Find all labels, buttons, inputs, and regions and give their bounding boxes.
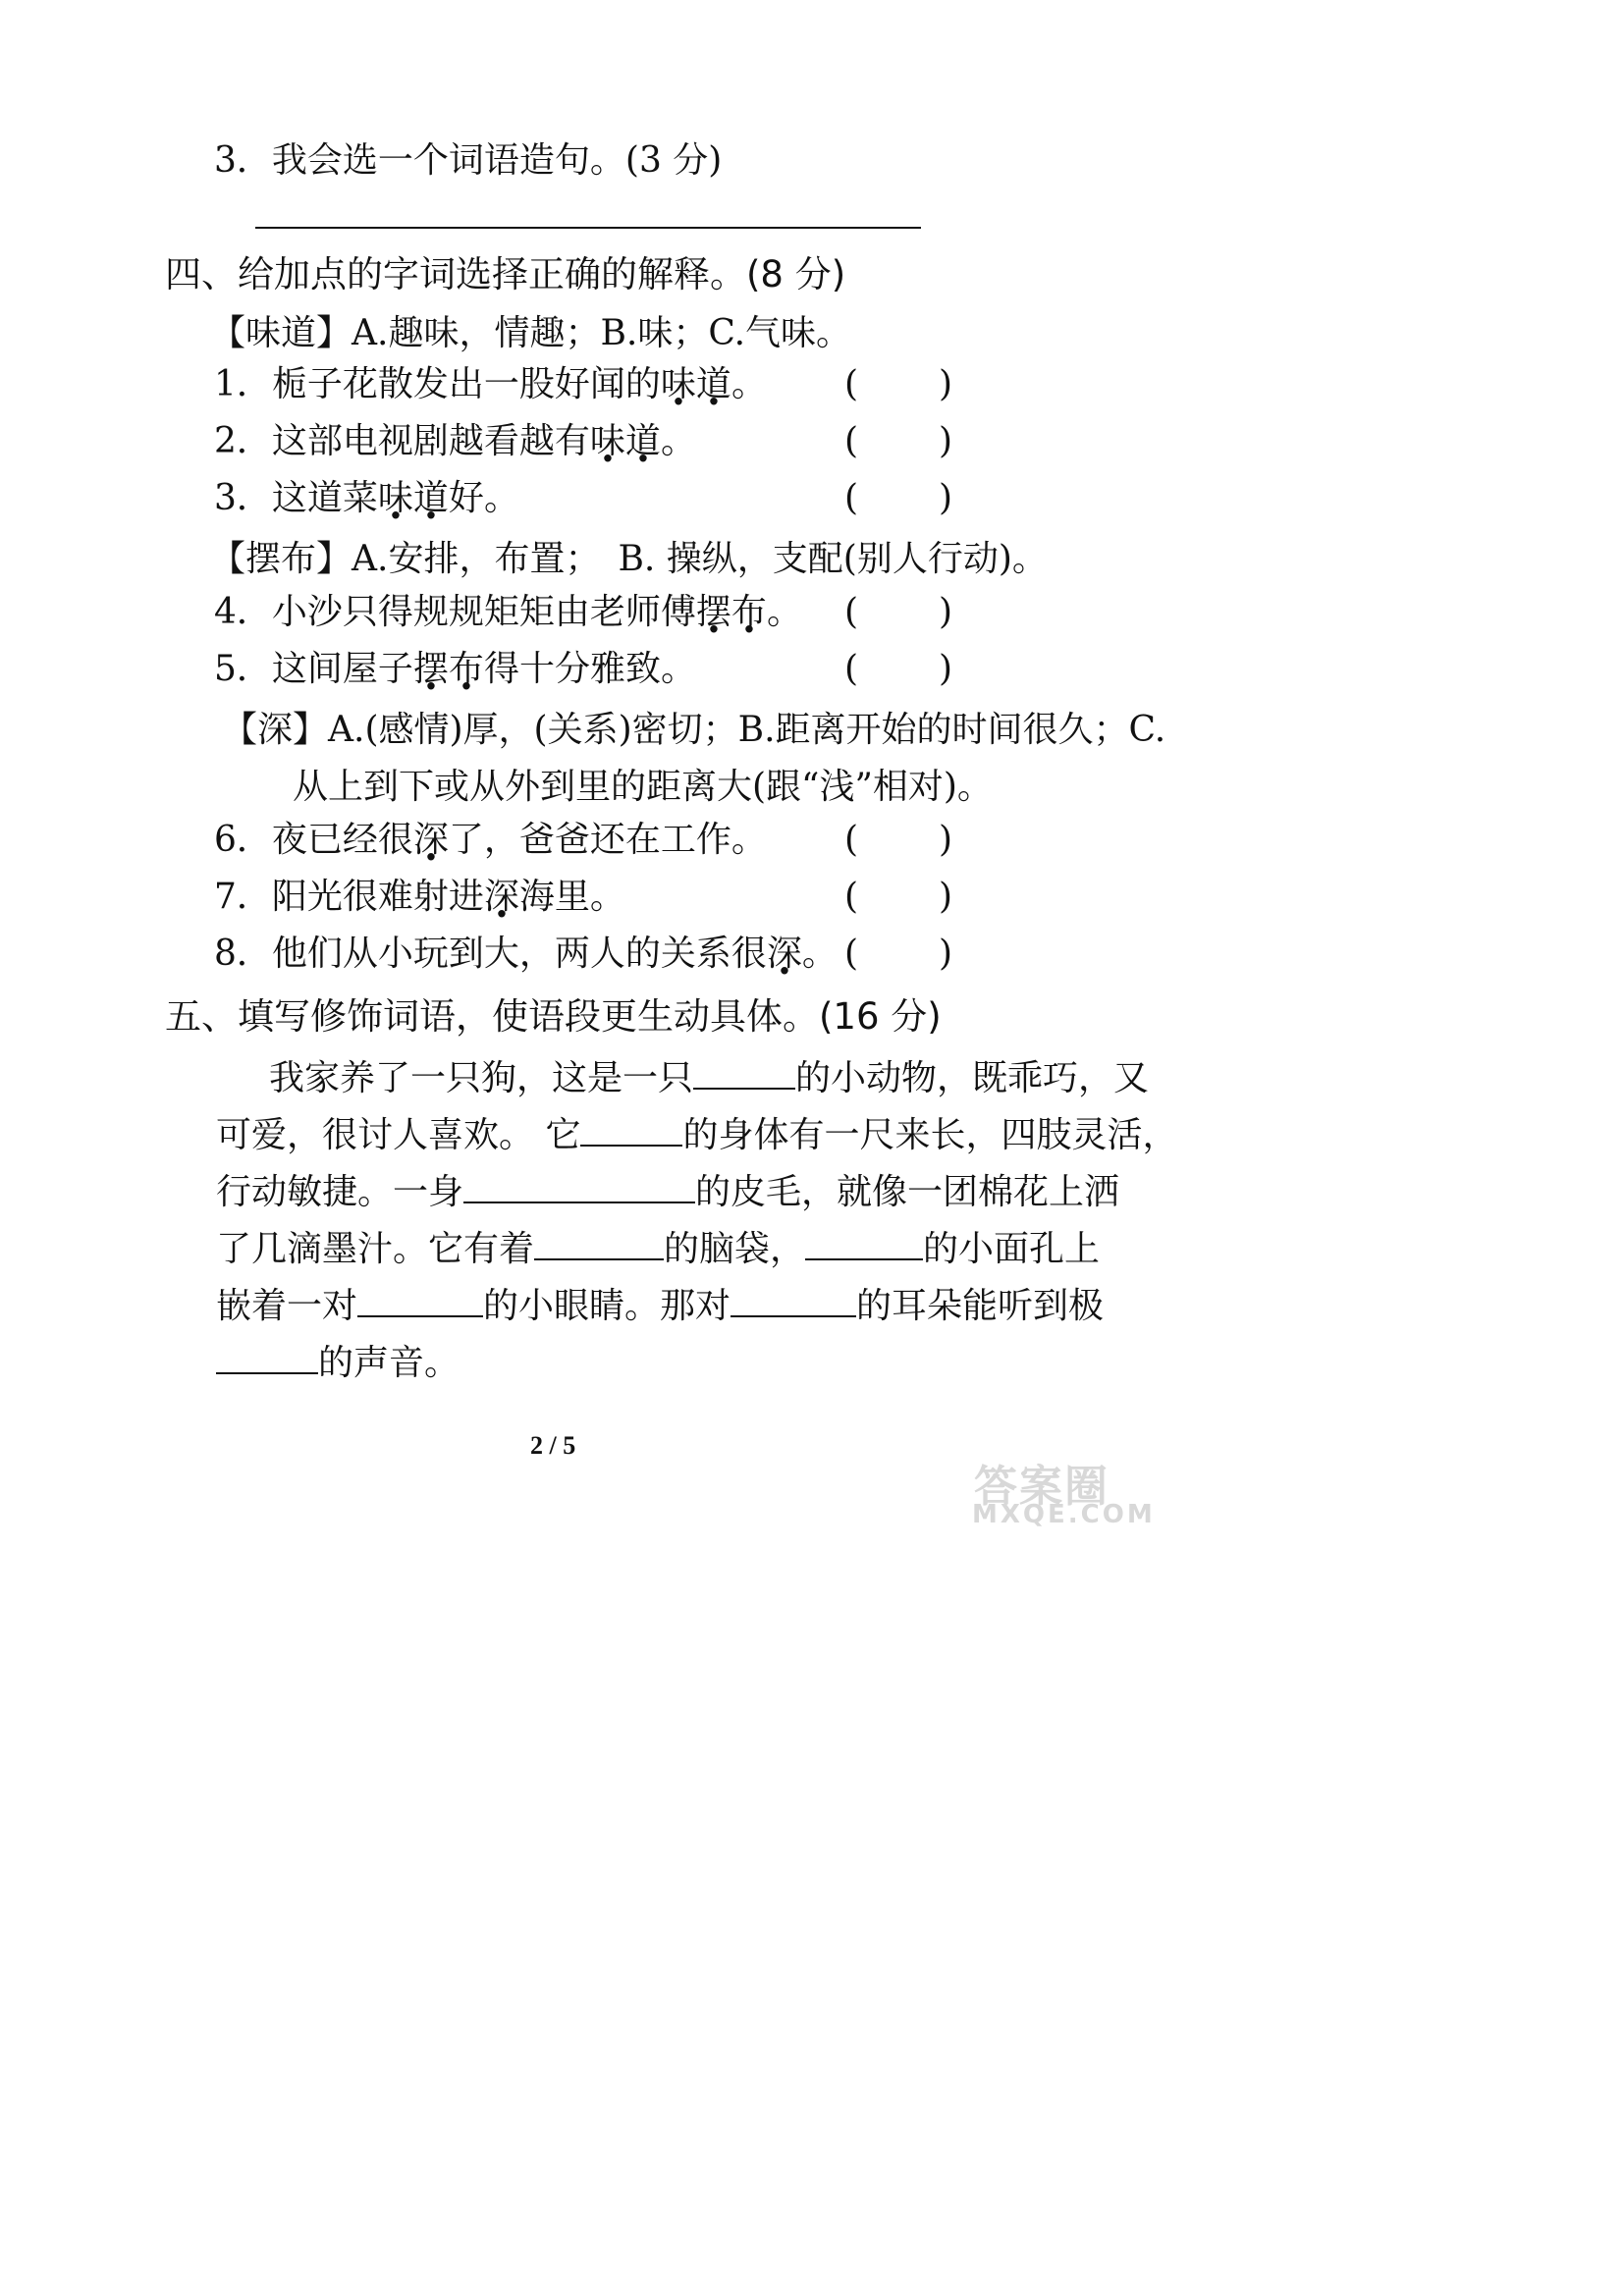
item-6-text: 6．夜已经很 — [214, 820, 413, 860]
item-2-end: 。 — [660, 421, 696, 461]
answer-paren-6[interactable]: ( ) — [844, 820, 952, 860]
passage-text: 了几滴墨汁。它有着 — [216, 1229, 535, 1269]
passage-text: 行动敏捷。一身 — [216, 1172, 464, 1212]
passage-text: 的小动物，既乖巧，又 — [795, 1058, 1150, 1098]
watermark-logo: 答案圈 — [974, 1462, 1110, 1512]
dotted-char: 道 — [624, 421, 661, 461]
fill-blank-5[interactable] — [805, 1223, 923, 1260]
item-1-end: 。 — [731, 364, 767, 404]
dotted-char: 深 — [766, 934, 802, 974]
item-3-text: 3．这道菜 — [214, 478, 378, 518]
item-4 — [214, 591, 802, 634]
item-5-end: 得十分雅致。 — [483, 649, 696, 689]
dotted-char: 味 — [589, 421, 625, 461]
section-5-title: 五、填写修饰词语，使语段更生动具体。(16 分) — [165, 995, 942, 1038]
fill-blank-4[interactable] — [534, 1223, 664, 1260]
passage-line-3 — [216, 1166, 1119, 1214]
passage-line-2 — [216, 1109, 1177, 1157]
passage-text: 嵌着一对 — [216, 1286, 358, 1326]
passage-line-5 — [216, 1280, 1104, 1328]
item-7-end: 海里。 — [518, 877, 625, 917]
passage-text: 的脑袋， — [664, 1229, 806, 1269]
answer-paren-5[interactable]: ( ) — [844, 649, 952, 689]
passage-text: 可爱，很讨人喜欢。 它 — [216, 1115, 581, 1155]
item-8-end: 。 — [801, 934, 838, 974]
item-7-text: 7．阳光很难射进 — [214, 877, 484, 917]
section-4-title: 四、给加点的字词选择正确的解释。(8 分) — [165, 253, 846, 295]
dotted-char: 布 — [731, 592, 767, 632]
passage-text: 的小眼睛。那对 — [483, 1286, 731, 1326]
dotted-char: 深 — [483, 877, 519, 917]
item-4-text: 4．小沙只得规规矩矩由老师傅 — [214, 592, 696, 632]
answer-line[interactable] — [255, 227, 921, 229]
item-3 — [214, 477, 519, 520]
dotted-char: 道 — [695, 364, 731, 404]
dotted-char: 摆 — [695, 592, 731, 632]
dotted-char: 布 — [448, 649, 484, 689]
item-8-text: 8．他们从小玩到大，两人的关系很 — [214, 934, 767, 974]
item-5 — [214, 648, 696, 691]
passage-text: 的皮毛，就像一团棉花上洒 — [695, 1172, 1120, 1212]
passage-text: 我家养了一只狗，这是一只 — [269, 1058, 694, 1098]
dotted-char: 味 — [377, 478, 413, 518]
watermark-url: MXQE.COM — [972, 1500, 1156, 1529]
item-5-text: 5．这间屋子 — [214, 649, 413, 689]
passage-line-4 — [216, 1223, 1100, 1271]
fill-blank-6[interactable] — [357, 1280, 483, 1317]
fill-blank-1[interactable] — [693, 1052, 795, 1090]
item-7 — [214, 876, 625, 919]
item-1-text: 1．栀子花散发出一股好闻的 — [214, 364, 661, 404]
group-weidao-head: 【味道】A.趣味，情趣；B.味；C.气味。 — [210, 313, 852, 353]
answer-paren-8[interactable]: ( ) — [844, 934, 952, 974]
answer-paren-2[interactable]: ( ) — [844, 421, 952, 461]
question-3-label: 3．我会选一个词语造句。(3 分) — [214, 140, 723, 181]
group-baibu-head: 【摆布】A.安排，布置； B. 操纵，支配(别人行动)。 — [210, 539, 1048, 579]
item-4-end: 。 — [766, 592, 802, 632]
passage-text: 的耳朵能听到极 — [856, 1286, 1105, 1326]
passage-line-1 — [269, 1052, 1149, 1100]
answer-paren-3[interactable]: ( ) — [844, 478, 952, 518]
item-6-end: 了，爸爸还在工作。 — [448, 820, 767, 860]
passage-text: 的身体有一尺来长，四肢灵活， — [682, 1115, 1178, 1155]
fill-blank-8[interactable] — [216, 1337, 318, 1374]
item-2-text: 2．这部电视剧越看越有 — [214, 421, 590, 461]
passage-line-6 — [216, 1337, 460, 1385]
group-shen-head-cont: 从上到下或从外到里的距离大(跟“浅”相对)。 — [293, 767, 993, 807]
group-shen-head: 【深】A.(感情)厚，(关系)密切；B.距离开始的时间很久；C. — [222, 710, 1166, 750]
page-number: 2 / 5 — [530, 1431, 576, 1460]
fill-blank-7[interactable] — [731, 1280, 856, 1317]
dotted-char: 深 — [412, 820, 449, 860]
item-3-end: 好。 — [448, 478, 519, 518]
dotted-char: 摆 — [412, 649, 449, 689]
item-6 — [214, 819, 767, 862]
fill-blank-2[interactable] — [580, 1109, 682, 1147]
answer-paren-1[interactable]: ( ) — [844, 364, 952, 404]
dotted-char: 味 — [660, 364, 696, 404]
answer-paren-7[interactable]: ( ) — [844, 877, 952, 917]
item-2 — [214, 420, 696, 463]
passage-text: 的小面孔上 — [923, 1229, 1101, 1269]
fill-blank-3[interactable] — [463, 1166, 695, 1203]
dotted-char: 道 — [412, 478, 449, 518]
item-8 — [214, 933, 838, 976]
answer-paren-4[interactable]: ( ) — [844, 592, 952, 632]
passage-text: 的声音。 — [318, 1343, 460, 1383]
item-1 — [214, 363, 767, 406]
